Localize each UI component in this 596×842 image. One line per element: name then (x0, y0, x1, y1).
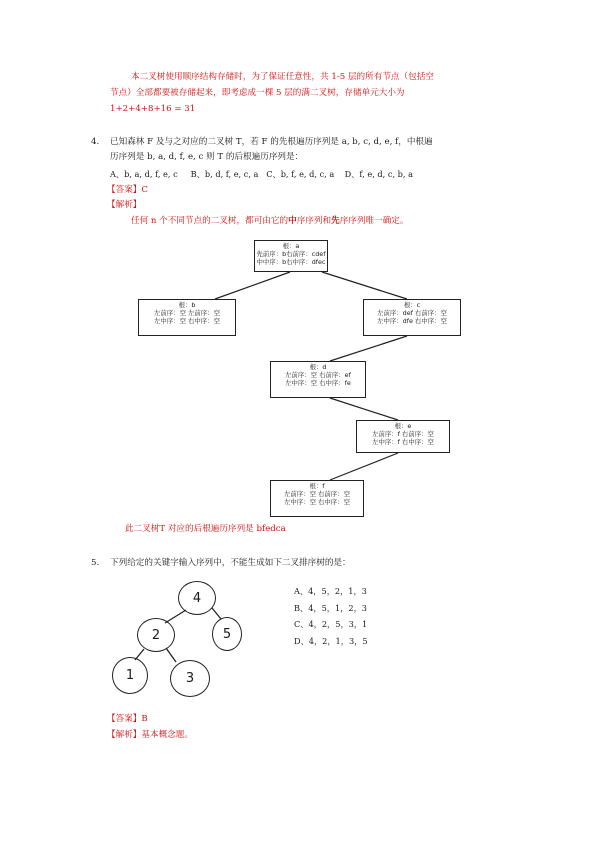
analysis-mid: 序序列和 (296, 216, 332, 226)
analysis-post: 序序列唯一确定。 (339, 216, 409, 226)
box-e-preorder: 左前序：f 右前序：空 (372, 430, 434, 438)
q4-conclusion: 此二叉树T 对应的后根遍历序列是 bfedca (125, 524, 286, 534)
box-a-inorder: 中中序：b右中序：dfec (256, 258, 326, 266)
box-b-root: 根：b (178, 301, 196, 309)
box-d-root: 根：d (309, 363, 327, 371)
intro-line-2: 节点）全部都要被存储起来，即考虑成一棵 5 层的满二叉树，存储单元大小为 (110, 88, 405, 98)
q5-analysis: 【解析】基本概念题。 (107, 730, 193, 740)
box-c-inorder: 左中序：dfe 右中序：空 (377, 317, 447, 325)
bst-node-left-right: 3 (170, 660, 210, 697)
bst-node-left: 2 (137, 618, 175, 652)
q4-question-line-1: 已知森林 F 及与之对应的二叉树 T，若 F 的先根遍历序列是 a, b, c, d, e, f，中根遍 (110, 137, 433, 147)
analysis-bold-pre: 先 (331, 216, 340, 226)
q4-analysis-label: 【解析】 (107, 200, 142, 210)
q5-question: 下列给定的关键字输入序列中，不能生成如下二叉排序树的是： (110, 558, 351, 568)
analysis-pre: 任何 n 个不同节点的二叉树，都可由它的 (131, 216, 289, 226)
box-f-preorder: 左前序：空 右前序：空 (284, 490, 350, 498)
q5-option-d: D、4，2，1，3，5 (294, 636, 368, 646)
box-b-inorder: 左中序：空 右中序：空 (154, 317, 220, 325)
q5-option-c: C、4，2，5，3，1 (294, 619, 368, 629)
q5-number: 5. (91, 558, 100, 568)
box-d-preorder: 左前序：空 右前序：ef (285, 371, 351, 379)
box-d-inorder: 左中序：空 右中序：fe (285, 379, 351, 387)
box-a-preorder: 先前序：b右前序：cdef (256, 250, 326, 258)
box-f-root: 根：f (309, 482, 325, 490)
box-f-inorder: 左中序：空 右中序：空 (284, 498, 350, 506)
box-c-root: 根：c (403, 301, 421, 309)
intro-line-1: 本二叉树使用顺序结构存储时，为了保证任意性，共 1-5 层的所有节点（包括空 (131, 72, 434, 82)
bst-node-right: 5 (212, 617, 242, 651)
box-b-preorder: 左前序：空 左前序：空 (154, 309, 220, 317)
box-a-root: 根：a (282, 242, 300, 250)
bst-node-left-left: 1 (112, 657, 148, 694)
box-c-preorder: 左前序：def 右前序：空 (377, 309, 447, 317)
intro-line-3: 1+2+4+8+16 = 31 (110, 104, 196, 114)
q5-option-a: A、4，5，2，1，3 (294, 586, 367, 596)
bst-node-root: 4 (178, 581, 216, 615)
q4-question-line-2: 历序列是 b, a, d, f, e, c 则 T 的后根遍历序列是： (110, 152, 304, 162)
q4-number: 4. (91, 137, 100, 147)
box-e-inorder: 左中序：f 右中序：空 (372, 438, 434, 446)
q4-options: A、b, a, d, f, e, c B、b, d, f, e, c, a C、b, f, e, d, c, a D、f, e, d, c, b, a (110, 169, 413, 179)
box-e-root: 根：e (394, 422, 412, 430)
analysis-bold-in: 中 (288, 216, 297, 226)
q4-answer: 【答案】C (107, 185, 148, 195)
q5-answer: 【答案】B (107, 714, 148, 724)
q5-option-b: B、4，5，1，2，3 (294, 603, 368, 613)
